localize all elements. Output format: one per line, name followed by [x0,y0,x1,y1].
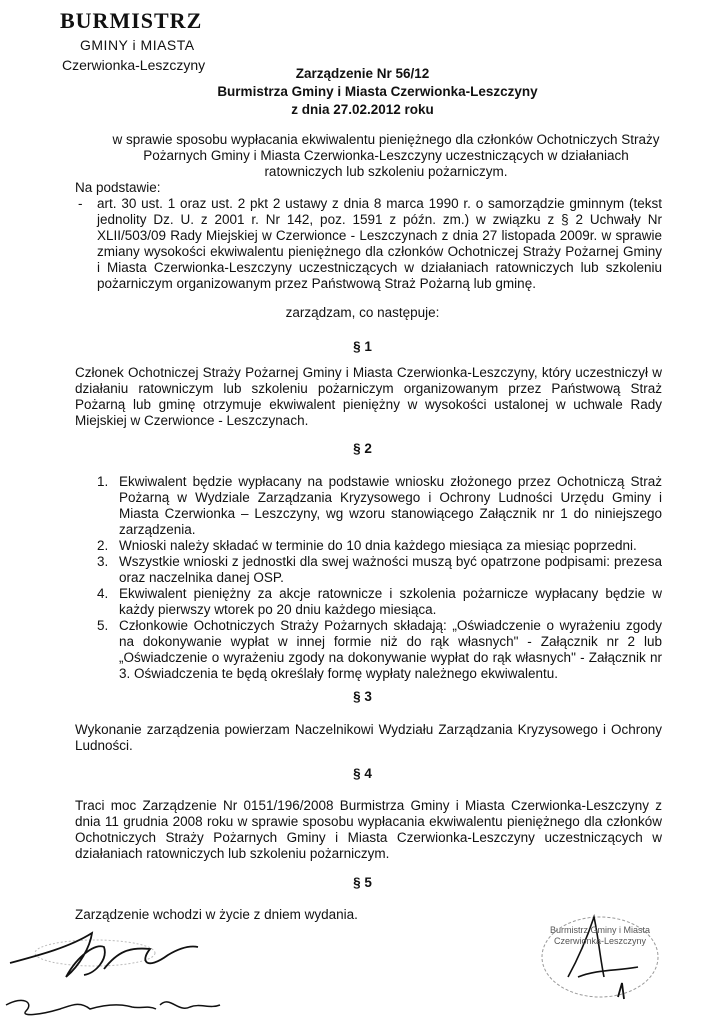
ordinance-date: z dnia 27.02.2012 roku [291,102,434,117]
stamp-text: Burmistrz Gminy i Miasta Czerwionka-Leszczyny [549,925,650,946]
list-item [97,618,662,682]
official-stamp [528,905,668,1015]
list-item-text: Ekwiwalent pieniężny za akcje ratownicze i szkolenia pożarnicze wypłacany będzie w każdy pierwszy wtorek po 20 dniu każdego miesiąca. [119,586,662,617]
section-2-list [97,474,662,682]
list-item-number: 3. [97,554,109,569]
section-4-text: Traci moc Zarządzenie Nr 0151/196/2008 Burmistrza Gminy i Miasta Czerwionka-Leszczyny z dnia 11 grudnia 2008 roku w sprawie sposobu wypłacania ekwiwalentu pieniężnego dla członków Ochotniczych Straży Pożarnych Gminy i Miasta Czerwionka-Leszczyny uczestniczących w działaniach ratowniczych lub szkoleniu pożarniczym. [75,798,662,861]
list-item-number: 2. [97,538,109,553]
section-5-text: Zarządzenie wchodzi w życie z dniem wydania. [75,907,358,922]
list-item-number: 5. [97,618,109,633]
section-4-label: § 4 [353,766,372,781]
section-1-label: § 1 [353,339,372,354]
list-item [97,554,662,586]
list-item-text: Wnioski należy składać w terminie do 10 dnia każdego miesiąca za miesiąc poprzedni. [119,538,637,553]
decree-phrase: zarządzam, co następuje: [285,305,440,320]
list-item-number: 1. [97,474,109,489]
list-item-number: 4. [97,586,109,601]
list-item [97,474,662,538]
section-2-label: § 2 [353,441,372,456]
list-item-text: Członkowie Ochotniczych Straży Pożarnych składają: „Oświadczenie o wyrażeniu zgody na dokonywanie wypłat w innej formie niż do rąk własnych" - Załącznik nr 2 lub „Oświadczenie o wyrażeniu zgody na dokonywanie wypłat do rąk własnych" - Załącznik nr 3. Oświadczenia te będą określały formę wypłaty należnego ekwiwalentu. [119,618,662,681]
list-item [97,586,662,618]
list-item-text: Wszystkie wnioski z jednostki dla swej ważności muszą być opatrzone podpisami: prezesa oraz naczelnika danej OSP. [119,554,662,585]
basis-dash: - [78,196,83,211]
basis-label: Na podstawie: [75,180,161,195]
list-item [97,538,662,554]
ordinance-number: Zarządzenie Nr 56/12 [295,66,430,81]
issuer-title: BURMISTRZ [60,8,203,33]
section-5-label: § 5 [353,875,372,890]
list-item-text: Ekwiwalent będzie wypłacany na podstawie wniosku złożonego przez Ochotniczą Straż Pożarną w Wydziale Zarządzania Kryzysowego i Ochrony Ludności Urzędu Gminy i Miasta Czerwionka – Leszczyny, wg wzoru stanowiącego Załącznik nr 1 do niniejszego zarządzenia. [119,474,662,537]
issuer-line2: Czerwionka-Leszczyny [62,57,206,73]
section-3-text: Wykonanie zarządzenia powierzam Naczelnikowi Wydziału Zarządzania Kryzysowego i Ochrony Ludności. [75,722,662,753]
ordinance-subject: w sprawie sposobu wypłacania ekwiwalentu pieniężnego dla członków Ochotniczych Straży Pożarnych Gminy i Miasta Czerwionka-Leszczyny uczestniczących w działaniach ratowniczych lub szkoleniu pożarniczym. [112,132,660,179]
initials-signature [0,925,240,1024]
basis-text: art. 30 ust. 1 oraz ust. 2 pkt 2 ustawy z dnia 8 marca 1990 r. o samorządzie gminnym (tekst jednolity Dz. U. z 2001 r. Nr 142, poz. 1591 z późn. zm.) w związku z § 2 Uchwały Nr XLII/503/09 Rady Miejskiej w Czerwionce - Leszczynach z dnia 27 listopada 2009r. w sprawie zmiany wysokości ekwiwalentu pieniężnego dla członków Ochotniczej Straży Pożarnej Gminy i Miasta Czerwionka-Leszczyny uczestniczących w działaniach ratowniczych lub szkoleniu pożarniczym organizowanym przez Państwową Straż Pożarną lub gminę. [97,196,662,291]
ordinance-issuer: Burmistrza Gminy i Miasta Czerwionka-Leszczyny [217,84,538,99]
section-3-label: § 3 [353,689,372,704]
section-1-text: Członek Ochotniczej Straży Pożarnej Gminy i Miasta Czerwionka-Leszczyny, który uczestniczył w działaniu ratowniczym lub szkoleniu pożarniczym organizowanym przez Państwową Straż Pożarną lub gminę otrzymuje ekwiwalent pieniężny w wysokości ustalonej w uchwale Rady Miejskiej w Czerwionce - Leszczynach. [75,365,662,428]
issuer-line1: GMINY i MIASTA [80,37,195,53]
